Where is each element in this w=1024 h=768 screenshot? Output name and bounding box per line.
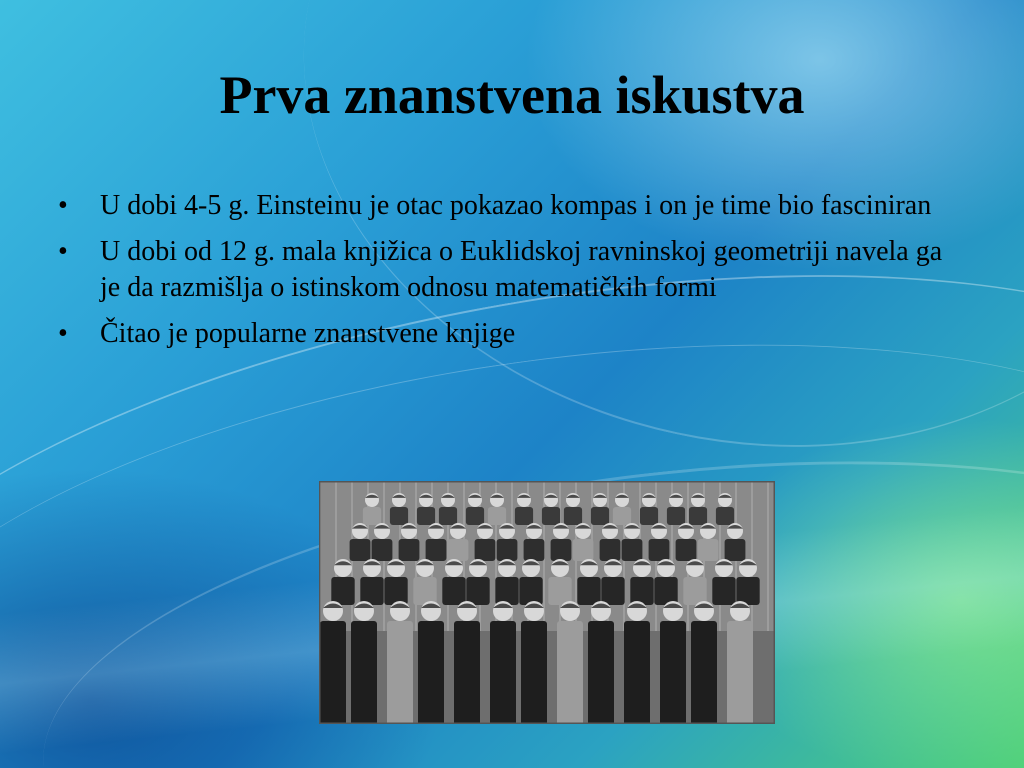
class-photo-drawing — [319, 481, 775, 724]
bullet-icon: • — [58, 190, 68, 221]
bullet-item — [58, 234, 958, 306]
bullet-item — [58, 316, 958, 352]
class-photo-icon — [319, 481, 775, 724]
bullet-icon: • — [58, 318, 68, 349]
bullet-text: U dobi 4-5 g. Einsteinu je otac pokazao kompas i on je time bio fasciniran — [100, 190, 932, 221]
bullet-item — [58, 188, 958, 224]
bullet-text: U dobi od 12 g. mala knjižica o Euklidskoj ravninskoj geometriji navela ga je da razmišlja o istinskom odnosu matematičkih formi — [100, 236, 943, 303]
slide-title: Prva znanstvena iskustva — [219, 65, 805, 125]
bullet-list — [58, 188, 958, 362]
bullet-icon: • — [58, 236, 68, 267]
bullet-text: Čitao je popularne znanstvene knjige — [100, 318, 516, 349]
